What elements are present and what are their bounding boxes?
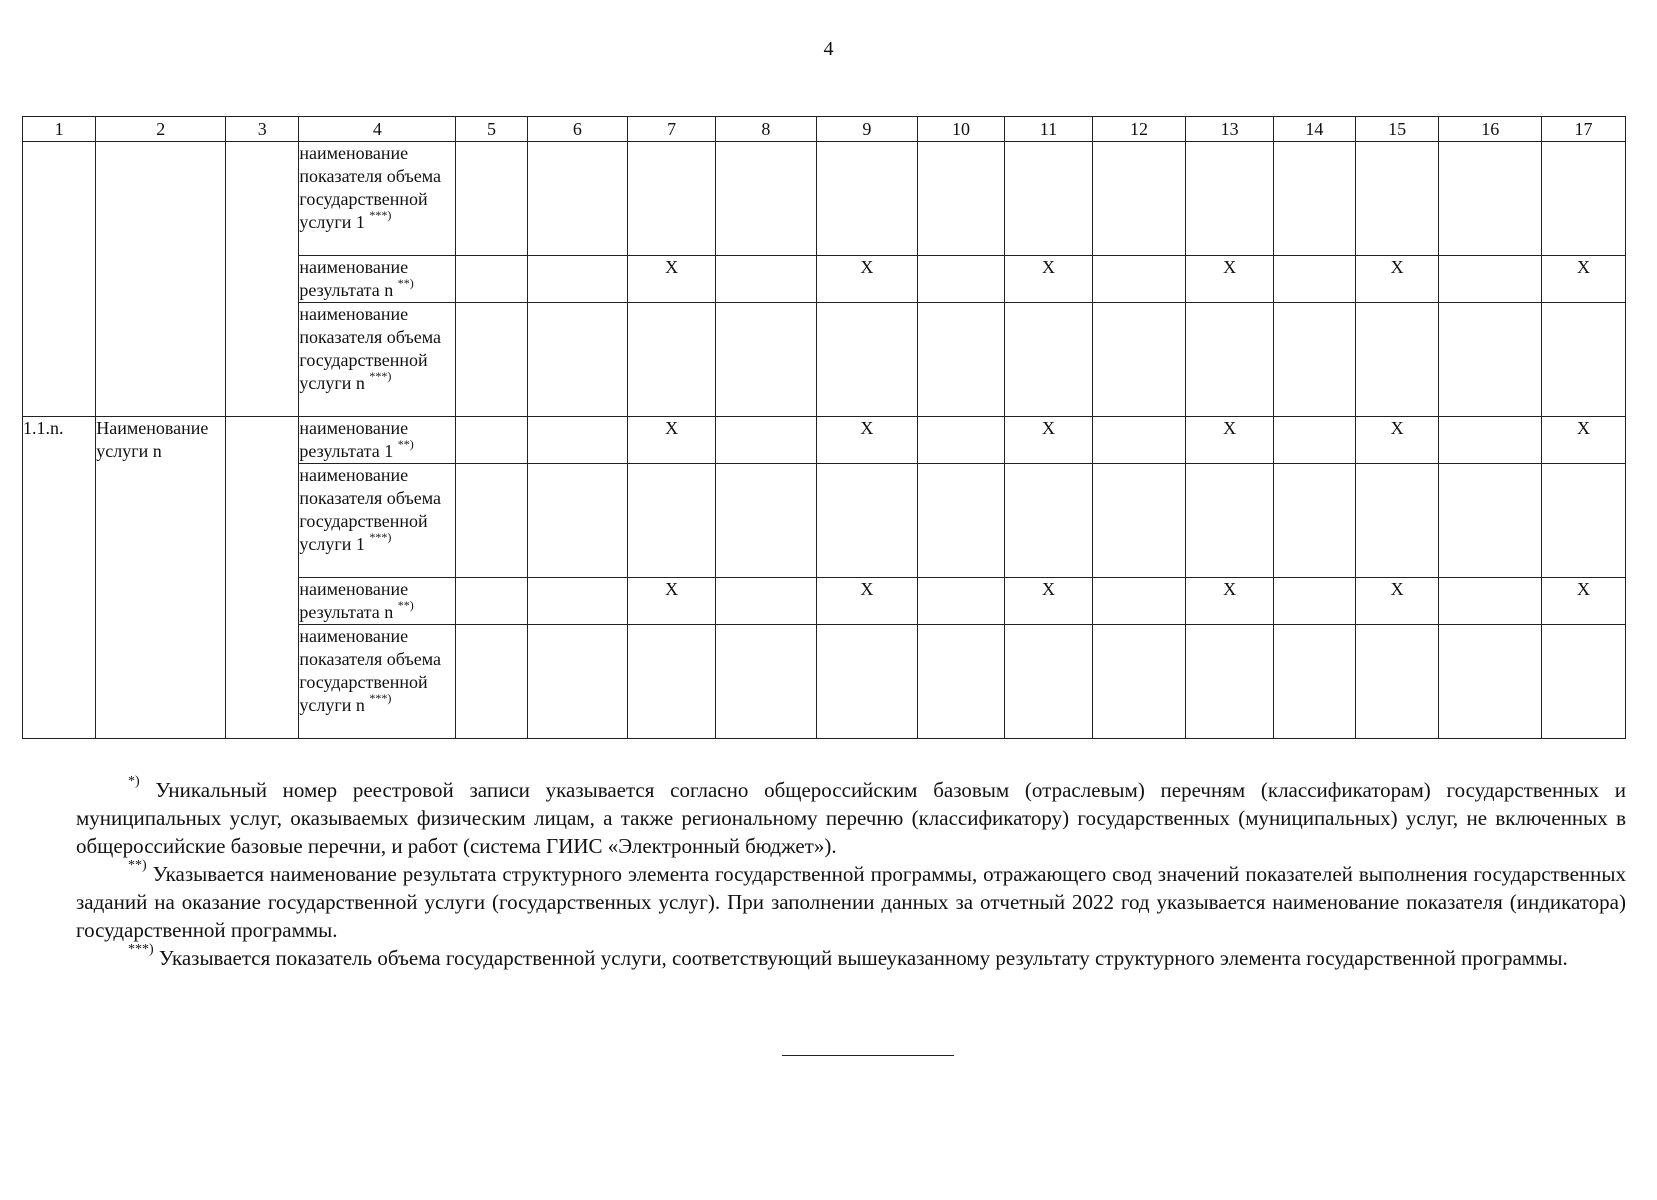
x-mark: X: [1355, 417, 1439, 464]
header-cell: 1: [23, 117, 96, 142]
indicator-name: наименование показателя объема государственной услуги 1: [299, 143, 441, 232]
header-cell: 3: [226, 117, 299, 142]
service-name-cell: Наименование услуги n: [96, 417, 226, 739]
indicator-name-cell: [299, 464, 456, 578]
indicator-name: наименование результата 1: [299, 418, 409, 461]
indicator-name-cell: [299, 303, 456, 417]
header-cell: 14: [1274, 117, 1356, 142]
footnote-ref: **): [397, 437, 414, 451]
x-mark: X: [1542, 578, 1626, 625]
x-mark: X: [1005, 417, 1093, 464]
x-mark: X: [1005, 256, 1093, 303]
table-row: [23, 142, 1626, 256]
header-cell: 10: [918, 117, 1005, 142]
footnote-ref: ***): [369, 208, 392, 222]
x-mark: X: [1186, 256, 1274, 303]
footnote-text: Указывается наименование результата структурного элемента государственной программы, отражающего свод значений показателей выполнения государственных заданий на оказание государственной услуги (государственных услуг). При заполнении данных за отчетный 2022 год указывается наименование показателя (индикатора) государственной программы.: [76, 862, 1626, 942]
indicator-name: наименование результата n: [299, 257, 409, 300]
empty-cell: [226, 417, 299, 739]
x-mark: X: [1186, 578, 1274, 625]
header-cell: 11: [1005, 117, 1093, 142]
x-mark: X: [1355, 256, 1439, 303]
indicator-name: наименование показателя объема государственной услуги 1: [299, 465, 441, 554]
footnotes: [76, 776, 1626, 972]
header-cell: 7: [628, 117, 716, 142]
x-mark: X: [628, 256, 716, 303]
footnote: [76, 944, 1626, 972]
footnote-marker: ***): [128, 942, 154, 957]
footnote: [76, 776, 1626, 860]
header-row: [23, 117, 1626, 142]
table-row: [23, 417, 1626, 464]
footnote-marker: **): [128, 858, 147, 873]
indicator-name-cell: [299, 142, 456, 256]
x-mark: X: [1186, 417, 1274, 464]
footnote-text: Уникальный номер реестровой записи указывается согласно общероссийским базовым (отраслевым) перечням (классификаторам) государственных и муниципальных услуг, оказываемых физическим лицам, а также региональному перечню (классификатору) государственных (муниципальных) услуг, не включенных в общероссийские базовые перечни, и работ (система ГИИС «Электронный бюджет»).: [76, 778, 1627, 858]
header-cell: 16: [1439, 117, 1542, 142]
header-cell: 2: [96, 117, 226, 142]
footnote-ref: ***): [369, 369, 392, 383]
footnote-ref: **): [397, 276, 414, 290]
separator-line: [782, 1055, 954, 1056]
x-mark: X: [816, 417, 918, 464]
x-mark: X: [816, 256, 918, 303]
indicator-name: наименование показателя объема государственной услуги n: [299, 304, 441, 393]
x-mark: X: [1542, 256, 1626, 303]
footnote-marker: *): [128, 774, 140, 789]
indicator-name-cell: [299, 625, 456, 739]
header-cell: 6: [527, 117, 628, 142]
x-mark: X: [816, 578, 918, 625]
header-cell: 9: [816, 117, 918, 142]
header-cell: 15: [1355, 117, 1439, 142]
footnote-ref: **): [397, 598, 414, 612]
x-mark: X: [628, 417, 716, 464]
x-mark: X: [628, 578, 716, 625]
header-cell: 12: [1092, 117, 1185, 142]
footnote-text: Указывается показатель объема государственной услуги, соответствующий вышеуказанному результату структурного элемента государственной программы.: [158, 946, 1568, 970]
service-name-cell: [96, 142, 226, 417]
indicator-name-cell: [299, 256, 456, 303]
header-cell: 8: [716, 117, 817, 142]
indicator-name: наименование результата n: [299, 579, 409, 622]
indicator-name: наименование показателя объема государственной услуги n: [299, 626, 441, 715]
footnote: [76, 860, 1626, 944]
x-mark: X: [1005, 578, 1093, 625]
empty-cell: [226, 142, 299, 417]
header-cell: 17: [1542, 117, 1626, 142]
page-number: 4: [823, 38, 834, 60]
header-cell: 5: [456, 117, 527, 142]
x-mark: X: [1355, 578, 1439, 625]
x-mark: X: [1542, 417, 1626, 464]
row-number-cell: [23, 142, 96, 417]
footnote-ref: ***): [369, 530, 392, 544]
footnote-ref: ***): [369, 691, 392, 705]
indicators-table: [22, 116, 1626, 739]
indicator-name-cell: [299, 578, 456, 625]
header-cell: 4: [299, 117, 456, 142]
indicator-name-cell: [299, 417, 456, 464]
row-number-cell: 1.1.n.: [23, 417, 96, 739]
header-cell: 13: [1186, 117, 1274, 142]
